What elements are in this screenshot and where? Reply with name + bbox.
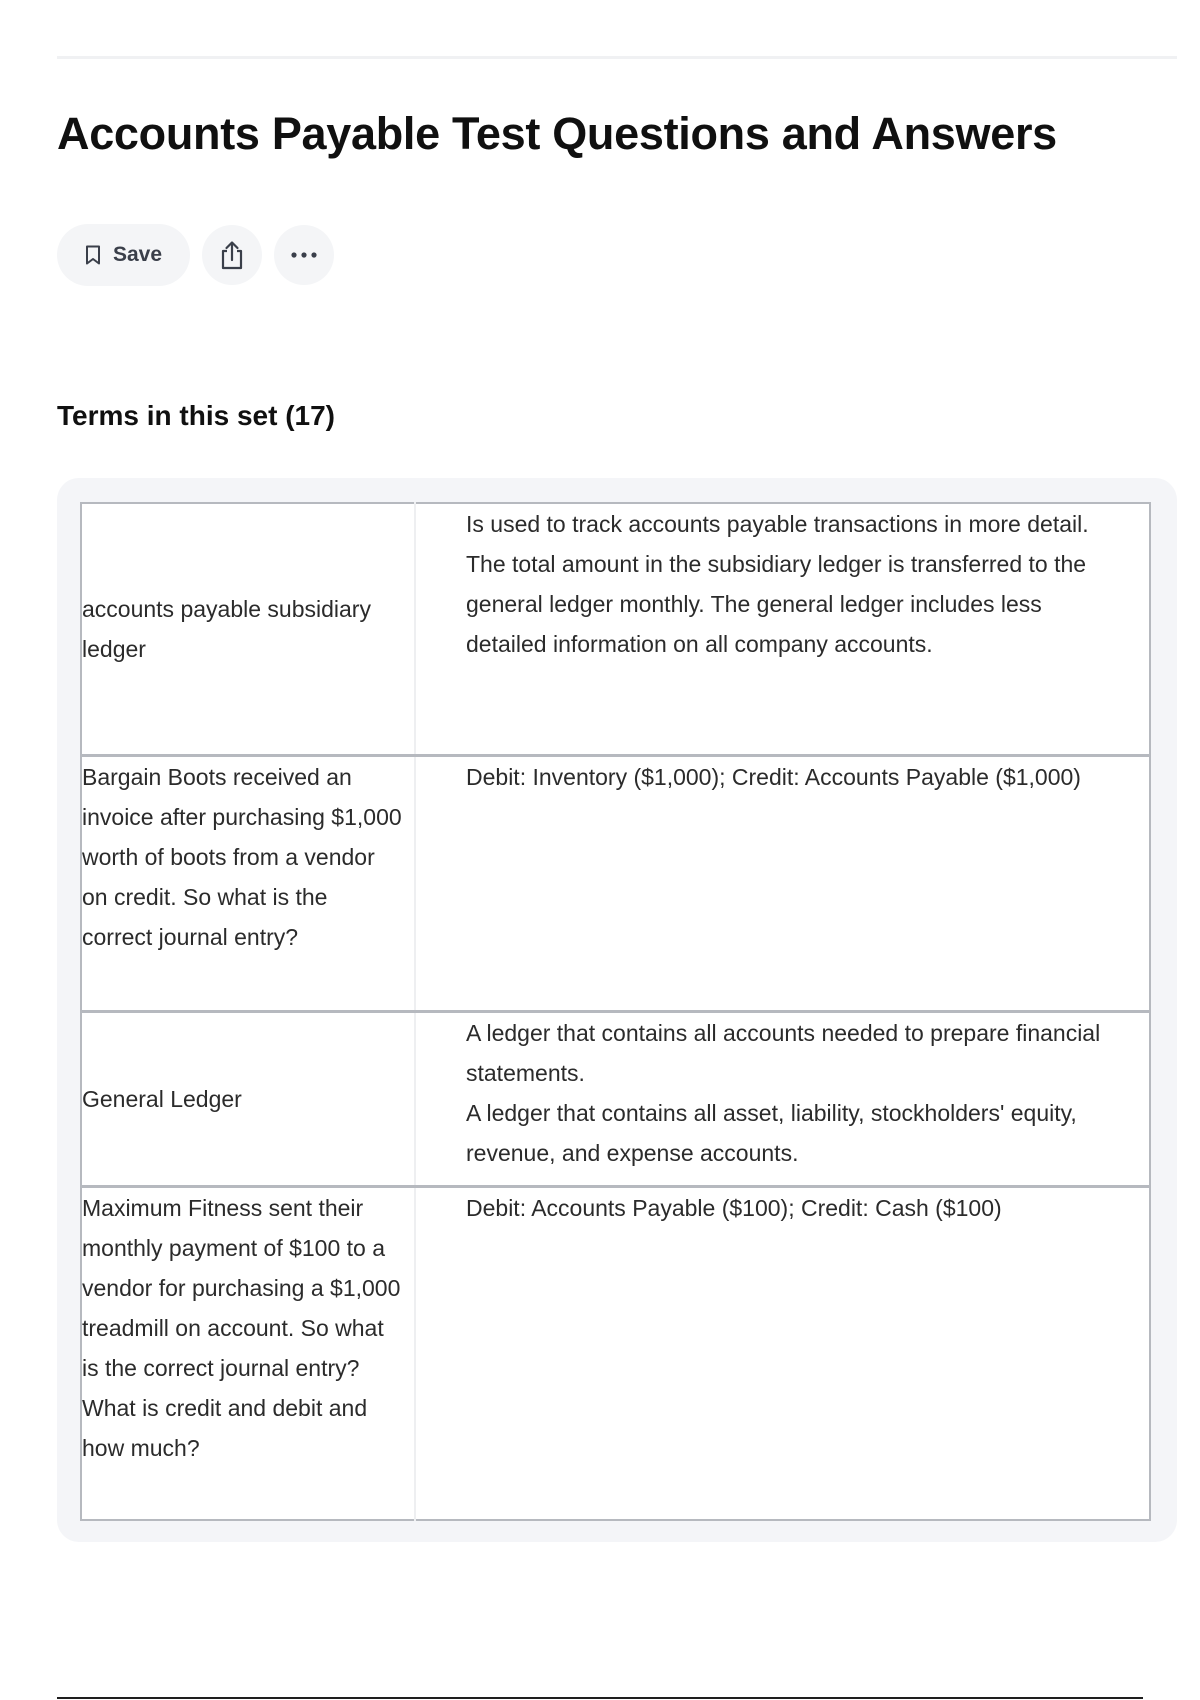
save-label: Save [113,243,163,266]
definition-line: A ledger that contains all asset, liability, stockholders' equity, revenue, and expense accounts. [466,1100,1077,1166]
table-row [81,1012,1150,1187]
bottom-divider [57,1697,1143,1699]
definition-line: Debit: Inventory ($1,000); Credit: Accounts Payable ($1,000) [466,764,1081,790]
term-cell: Maximum Fitness sent their monthly payment of $100 to a vendor for purchasing a $1,000 treadmill on account. So what is the correct journal entry? What is credit and debit and how much? [81,1187,415,1521]
term-cell: Bargain Boots received an invoice after purchasing $1,000 worth of boots from a vendor on credit. So what is the correct journal entry? [81,756,415,1012]
top-divider [57,56,1177,59]
definition-line: A ledger that contains all accounts needed to prepare financial statements. [466,1020,1101,1086]
term-cell: General Ledger [81,1012,415,1187]
table-row [81,503,1150,756]
definition-line: The total amount in the subsidiary ledger is transferred to the general ledger monthly. The general ledger includes less detailed information on all company accounts. [466,551,1087,657]
definition-line: Is used to track accounts payable transactions in more detail. [466,511,1089,537]
page-title: Accounts Payable Test Questions and Answers [57,108,1057,159]
definition-cell [415,1012,1150,1187]
more-options-button[interactable] [274,225,334,285]
table-row [81,756,1150,1012]
definition-line: Debit: Accounts Payable ($100); Credit: Cash ($100) [466,1195,1002,1221]
definition-cell [415,503,1150,756]
terms-card [57,478,1177,1542]
share-icon [219,240,245,270]
definition-cell [415,1187,1150,1521]
bookmark-icon [85,245,101,265]
definition-cell [415,756,1150,1012]
save-button[interactable] [57,224,190,286]
share-button[interactable] [202,225,262,285]
action-bar [57,224,334,286]
more-options-icon [290,251,318,259]
terms-table [80,502,1151,1521]
table-row [81,1187,1150,1521]
terms-heading: Terms in this set (17) [57,400,336,431]
term-cell: accounts payable subsidiary ledger [81,503,415,756]
